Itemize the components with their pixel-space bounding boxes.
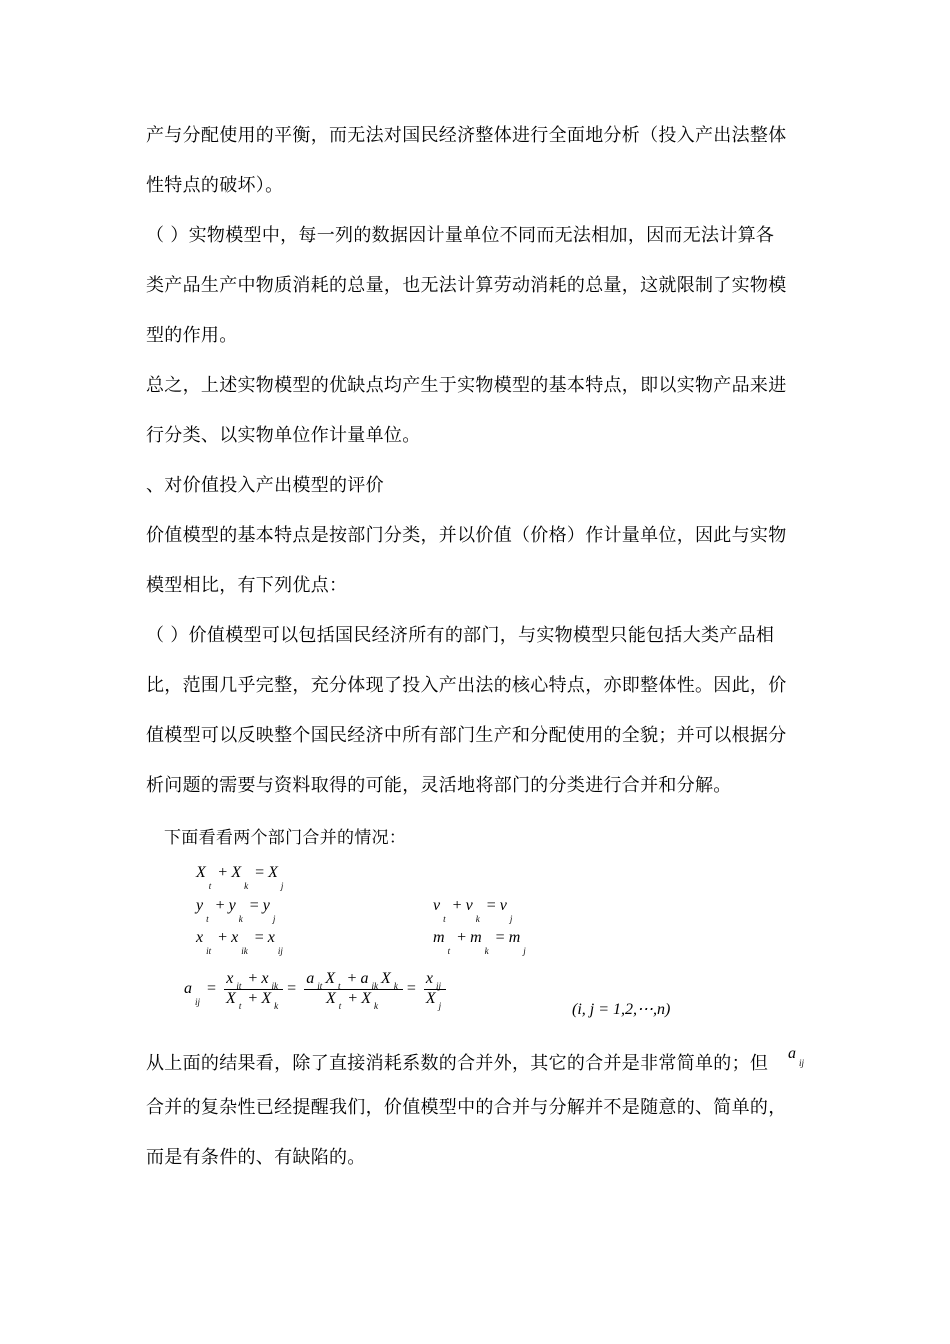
formula-var: m: [508, 929, 521, 946]
paragraph-line: 下面看看两个部门合并的情况：: [164, 828, 407, 848]
formula-sum-final: [196, 897, 278, 924]
formula-subscript: it: [206, 946, 212, 956]
formula-var: y: [228, 897, 236, 914]
formula-var: x: [231, 929, 239, 946]
formula-op: =: [255, 864, 265, 881]
formula-subscript: j: [509, 914, 513, 924]
formula-subscript: j: [523, 946, 526, 956]
paragraph-line: 价值模型的基本特点是按部门分类，并以价值（价格）作计量单位，因此与实物: [146, 525, 787, 546]
formula-subscript: k: [244, 881, 249, 891]
formula-fraction: $\frac{a _{it} X _t + a _{ik} X _k}{X _t + X _k}$: [304, 970, 403, 1009]
formula-sum-intermediate: [196, 929, 286, 956]
formula-var: v: [465, 897, 473, 914]
formula-var: y: [262, 897, 270, 914]
formula-var: X: [231, 864, 242, 881]
formula-subscript: j: [272, 914, 276, 924]
formula-var: v: [433, 897, 441, 914]
formula-fraction: $\frac{x _{ij}}{X _j}$: [424, 970, 446, 1009]
formula-fraction: $\frac{x _{it} + x _{ik}}{X _t + X _k}$: [224, 970, 283, 1009]
formula-index-range: (i, j = 1,2,⋯,n): [572, 1001, 671, 1018]
formula-subscript: ij: [799, 1058, 805, 1068]
formula-var: a: [184, 980, 192, 998]
paragraph-line: 从上面的结果看，除了直接消耗系数的合并外，其它的合并是非常简单的；但: [146, 1053, 769, 1074]
paragraph-line: 析问题的需要与资料取得的可能，灵活地将部门的分类进行合并和分解。: [146, 775, 732, 796]
formula-var: a: [788, 1045, 796, 1062]
paragraph-line: 产与分配使用的平衡，而无法对国民经济整体进行全面地分析（投入产出法整体: [146, 125, 787, 146]
paragraph-line: 值模型可以反映整个国民经济中所有部门生产和分配使用的全貌；并可以根据分: [146, 725, 787, 746]
paragraph-line: 合并的复杂性已经提醒我们，价值模型中的合并与分解并不是随意的、简单的，: [146, 1097, 787, 1118]
formula-subscript: t: [443, 914, 446, 924]
formula-subscript: k: [475, 914, 480, 924]
paragraph-line: 总之，上述实物模型的优缺点均产生于实物模型的基本特点，即以实物产品来进: [146, 375, 787, 396]
formula-op: +: [218, 864, 228, 881]
paragraph-line: 性特点的破坏）。: [146, 175, 284, 196]
formula-subscript: k: [238, 914, 243, 924]
paragraph-line: 类产品生产中物质消耗的总量，也无法计算劳动消耗的总量，这就限制了实物模: [146, 275, 787, 296]
paragraph-line: 行分类、以实物单位作计量单位。: [146, 425, 421, 446]
formula-op: =: [207, 980, 217, 998]
formula-op: =: [249, 897, 259, 914]
formula-var: v: [499, 897, 507, 914]
formula-op: =: [486, 897, 496, 914]
formula-subscript: t: [447, 946, 451, 956]
formula-var: m: [470, 929, 482, 946]
formula-subscript: k: [484, 946, 489, 956]
formula-var: X: [196, 864, 206, 881]
formula-sum-wages: [433, 897, 515, 924]
formula-op: +: [457, 929, 467, 946]
formula-var: m: [433, 929, 445, 946]
formula-var: X: [268, 864, 278, 881]
formula-coefficient-merge: [184, 970, 446, 1009]
paragraph-line: （ ）价值模型可以包括国民经济所有的部门，与实物模型只能包括大类产品相: [146, 625, 775, 646]
formula-op: =: [254, 929, 264, 946]
paragraph-line: 型的作用。: [146, 325, 238, 346]
section-heading: 、对价值投入产出模型的评价: [146, 475, 384, 496]
formula-subscript: t: [208, 881, 212, 891]
formula-subscript: ij: [195, 997, 201, 1008]
paragraph-line: （ ）实物模型中，每一列的数据因计量单位不同而无法相加，因而无法计算各: [146, 225, 775, 246]
paragraph-line: 比，范围几乎完整，充分体现了投入产出法的核心特点，亦即整体性。因此，价: [146, 675, 787, 696]
formula-subscript: ik: [241, 946, 248, 956]
formula-op: =: [406, 980, 416, 998]
formula-sum-surplus: [433, 929, 529, 956]
paragraph-line: 而是有条件的、有缺陷的。: [146, 1147, 366, 1168]
formula-var: x: [267, 929, 275, 946]
formula-var: x: [196, 929, 204, 946]
formula-subscript: j: [280, 881, 284, 891]
inline-formula-aij: [788, 1045, 807, 1068]
formula-subscript: ij: [277, 946, 283, 956]
formula-op: +: [218, 929, 228, 946]
formula-op: =: [495, 929, 505, 946]
formula-op: +: [215, 897, 225, 914]
formula-op: =: [287, 980, 297, 998]
formula-sum-output: [196, 864, 286, 891]
formula-op: +: [452, 897, 462, 914]
paragraph-line: 模型相比，有下列优点：: [146, 575, 348, 596]
formula-var: y: [196, 897, 204, 914]
formula-subscript: t: [206, 914, 209, 924]
